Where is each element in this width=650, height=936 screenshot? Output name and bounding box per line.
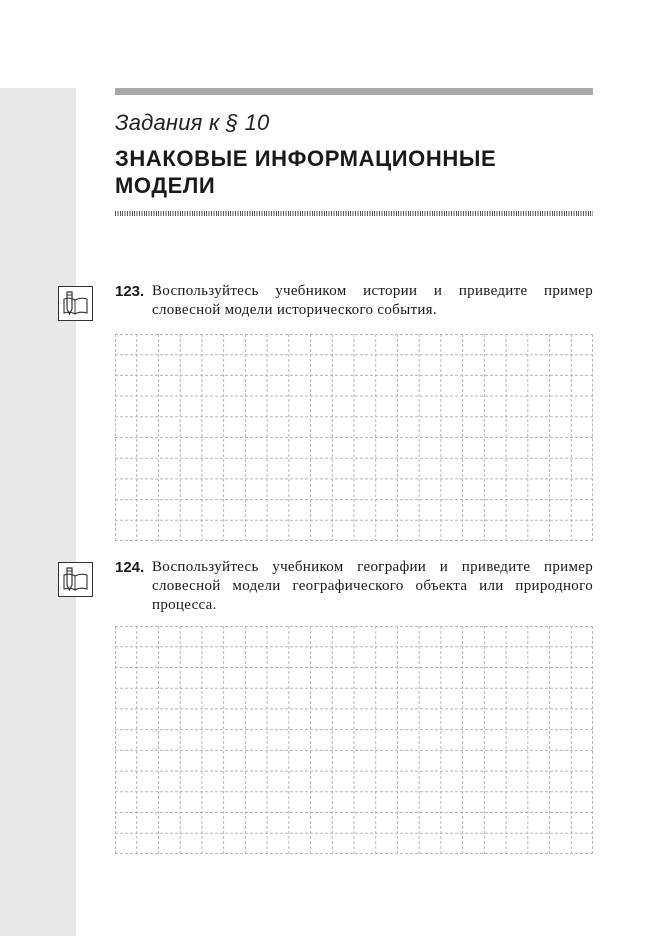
task-number: 124. [115,559,145,576]
task-number: 123. [115,283,145,300]
task-text: Воспользуйтесь учебником географии и приведите пример словесной модели географического объекта или природного процесса. [152,559,593,613]
pencil-book-icon [58,286,93,321]
task-123 [115,282,593,320]
page-margin-strip [0,88,76,936]
section-title-line2: МОДЕЛИ [115,173,216,198]
task-text: Воспользуйтесь учебником истории и приведите пример словесной модели исторического события. [152,283,593,318]
answer-grid-123[interactable] [115,334,593,541]
section-title-line1: ЗНАКОВЫЕ ИНФОРМАЦИОННЫЕ [115,146,497,171]
section-subtitle: Задания к § 10 [115,110,270,135]
header-top-rule [115,88,593,95]
answer-grid-124[interactable] [115,626,593,854]
header-dashed-rule [115,211,593,216]
pencil-book-icon [58,562,93,597]
task-124 [115,558,593,615]
section-title [115,145,585,199]
